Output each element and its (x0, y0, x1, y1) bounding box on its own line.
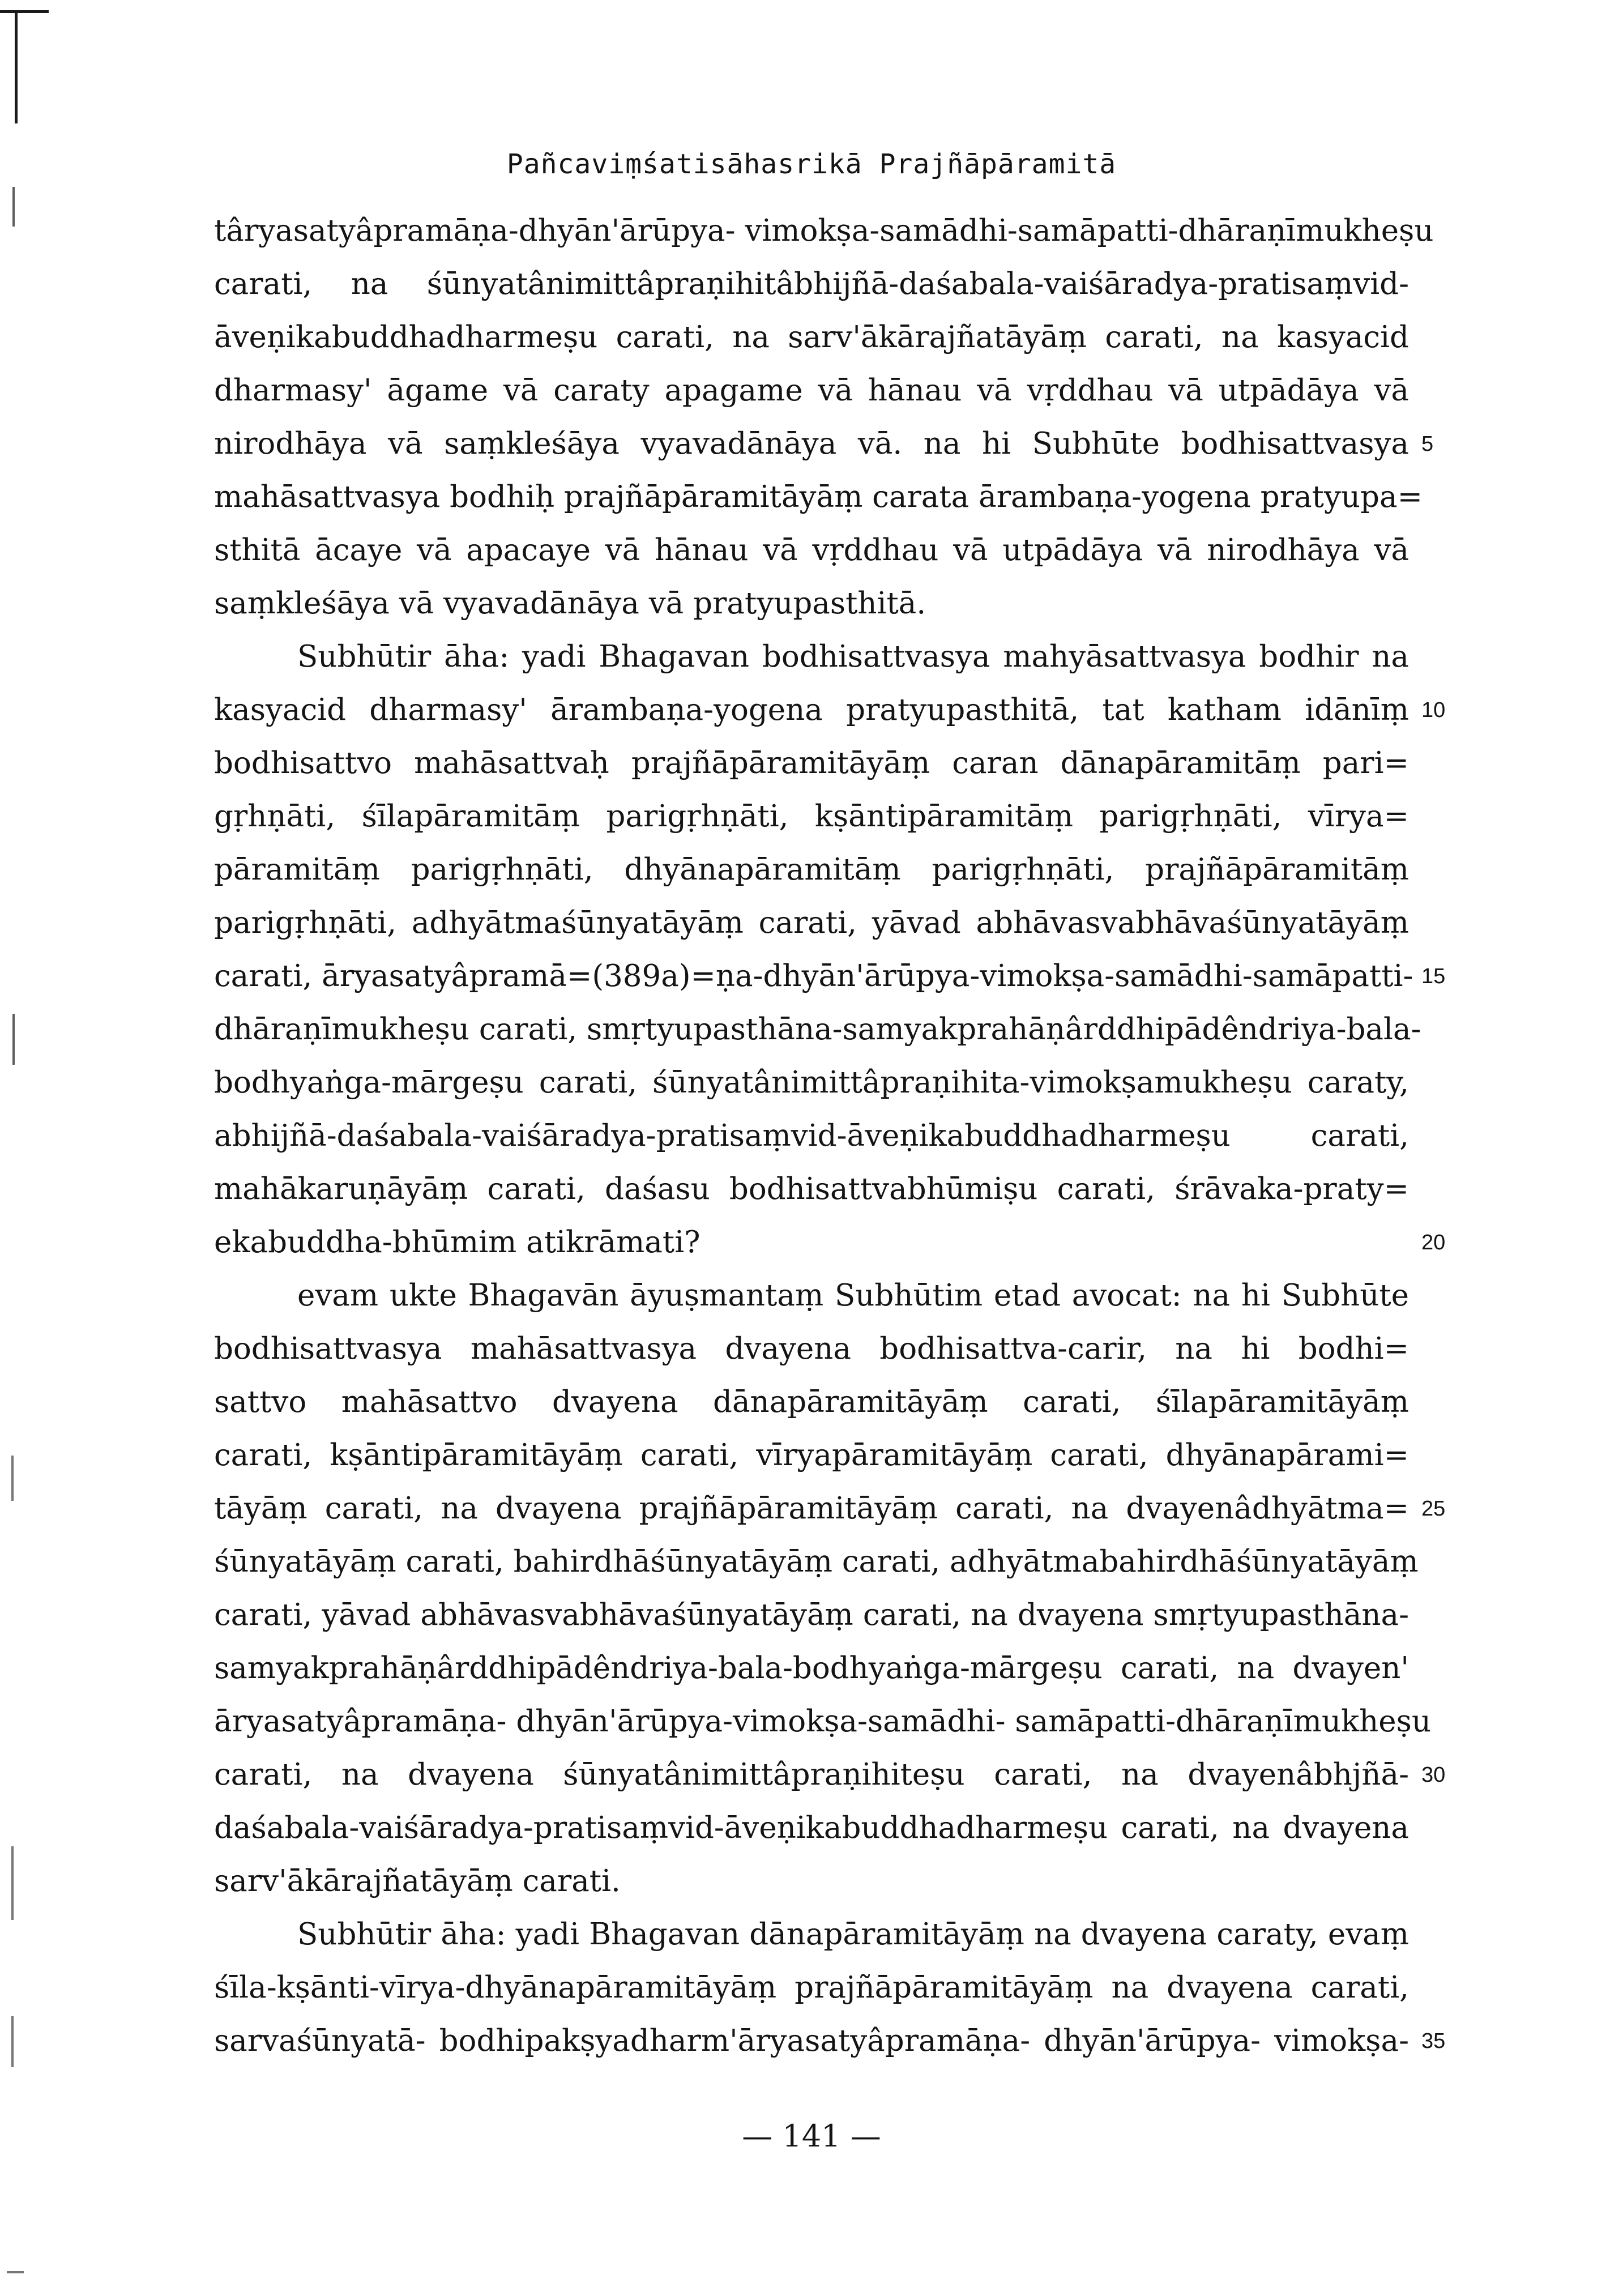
text-line: dhāraṇīmukheṣu carati, smṛtyupasthāna-samyakprahāṇârddhipādêndriya-bala- (214, 1012, 1421, 1047)
text-line: ekabuddha-bhūmim atikrāmati? (214, 1225, 701, 1260)
line-number: 10 (1421, 698, 1446, 722)
text-line: carati, na śūnyatânimittâpraṇihitâbhijñā-daśabala-vaiśāradya-pratisaṃvid- (214, 267, 1409, 301)
text-line: nirodhāya vā saṃkleśāya vyavadānāya vā. na hi Subhūte bodhisattvasya (214, 426, 1409, 461)
text-line: kasyacid dharmasy' ārambaṇa-yogena pratyupasthitā, tat katham idānīṃ (214, 693, 1409, 727)
text-line: carati, kṣāntipāramitāyāṃ carati, vīryapāramitāyāṃ carati, dhyānapārami= (214, 1438, 1409, 1473)
text-line: gṛhṇāti, śīlapāramitāṃ parigṛhṇāti, kṣāntipāramitāṃ parigṛhṇāti, vīrya= (214, 799, 1409, 834)
text-line: sthitā ācaye vā apacaye vā hānau vā vṛddhau vā utpādāya vā nirodhāya vā (214, 533, 1409, 567)
line-number: 25 (1421, 1497, 1446, 1521)
line-number: 30 (1421, 1763, 1446, 1787)
scan-corner-mark-vertical (15, 10, 18, 123)
scan-corner-dot (7, 2271, 24, 2273)
text-line: daśabala-vaiśāradya-pratisaṃvid-āveṇikabuddhadharmeṣu carati, na dvayena (214, 1811, 1409, 1845)
text-line: carati, na dvayena śūnyatânimittâpraṇihiteṣu carati, na dvayenâbhjñā- (214, 1757, 1409, 1792)
text-line: Subhūtir āha: yadi Bhagavan bodhisattvasya mahyāsattvasya bodhir na (297, 639, 1409, 674)
text-line: saṃkleśāya vā vyavadānāya vā pratyupasthitā. (214, 586, 926, 621)
text-line: mahāsattvasya bodhiḥ prajñāpāramitāyāṃ carata ārambaṇa-yogena pratyupa= (214, 480, 1423, 514)
text-line: bodhyaṅga-mārgeṣu carati, śūnyatânimittâpraṇihita-vimokṣamukheṣu caraty, (214, 1065, 1409, 1100)
text-line: dharmasy' āgame vā caraty apagame vā hānau vā vṛddhau vā utpādāya vā (214, 373, 1409, 408)
line-number: 20 (1421, 1231, 1446, 1254)
text-line: parigṛhṇāti, adhyātmaśūnyatāyāṃ carati, yāvad abhāvasvabhāvaśūnyatāyāṃ (214, 906, 1409, 940)
text-line: bodhisattvasya mahāsattvasya dvayena bodhisattva-carir, na hi bodhi= (214, 1331, 1409, 1366)
scan-margin-mark (11, 1456, 14, 1501)
text-line: samyakprahāṇârddhipādêndriya-bala-bodhyaṅga-mārgeṣu carati, na dvayen' (214, 1651, 1409, 1685)
text-line: abhijñā-daśabala-vaiśāradya-pratisaṃvid-āveṇikabuddhadharmeṣu carati, (214, 1119, 1409, 1153)
text-line: Subhūtir āha: yadi Bhagavan dānapāramitāyāṃ na dvayena caraty, evaṃ (297, 1917, 1409, 1952)
line-number: 15 (1421, 965, 1446, 988)
scan-corner-mark-horizontal (0, 10, 49, 13)
text-line: śūnyatāyāṃ carati, bahirdhāśūnyatāyāṃ carati, adhyātmabahirdhāśūnyatāyāṃ (214, 1544, 1419, 1579)
running-header: Pañcaviṃśatisāhasrikā Prajñāpāramitā (506, 148, 1117, 180)
scan-margin-mark (11, 1846, 14, 1920)
text-line: sarvaśūnyatā- bodhipakṣyadharm'āryasatyâpramāṇa- dhyān'ārūpya- vimokṣa- (214, 2024, 1409, 2058)
text-line: tāyāṃ carati, na dvayena prajñāpāramitāyāṃ carati, na dvayenâdhyātma= (214, 1491, 1409, 1526)
scan-margin-mark (11, 2016, 14, 2067)
text-line: carati, āryasatyâpramā=(389a)=ṇa-dhyān'ārūpya-vimokṣa-samādhi-samāpatti- (214, 959, 1413, 993)
text-line: śīla-kṣānti-vīrya-dhyānapāramitāyāṃ prajñāpāramitāyāṃ na dvayena carati, (214, 1970, 1409, 2005)
text-line: sattvo mahāsattvo dvayena dānapāramitāyāṃ carati, śīlapāramitāyāṃ (214, 1385, 1409, 1419)
text-line: āveṇikabuddhadharmeṣu carati, na sarv'ākārajñatāyāṃ carati, na kasyacid (214, 320, 1409, 355)
text-line: āryasatyâpramāṇa- dhyān'ārūpya-vimokṣa-samādhi- samāpatti-dhāraṇīmukheṣu (214, 1704, 1432, 1739)
text-line: sarv'ākārajñatāyāṃ carati. (214, 1864, 621, 1898)
text-line: carati, yāvad abhāvasvabhāvaśūnyatāyāṃ carati, na dvayena smṛtyupasthāna- (214, 1598, 1409, 1632)
text-line: bodhisattvo mahāsattvaḥ prajñāpāramitāyāṃ caran dānapāramitāṃ pari= (214, 746, 1409, 780)
scan-margin-mark (12, 1014, 15, 1065)
scan-margin-mark (12, 187, 15, 227)
line-number: 5 (1421, 432, 1434, 456)
text-line: târyasatyâpramāṇa-dhyān'ārūpya- vimokṣa-samādhi-samāpatti-dhāraṇīmukheṣu (214, 214, 1434, 248)
line-number: 35 (1421, 2029, 1446, 2053)
text-line: mahākaruṇāyāṃ carati, daśasu bodhisattvabhūmiṣu carati, śrāvaka-praty= (214, 1172, 1409, 1206)
text-line: pāramitāṃ parigṛhṇāti, dhyānapāramitāṃ parigṛhṇāti, prajñāpāramitāṃ (214, 852, 1409, 887)
text-line: evam ukte Bhagavān āyuṣmantaṃ Subhūtim etad avocat: na hi Subhūte (297, 1278, 1409, 1313)
page-number: — 141 — (742, 2118, 881, 2154)
